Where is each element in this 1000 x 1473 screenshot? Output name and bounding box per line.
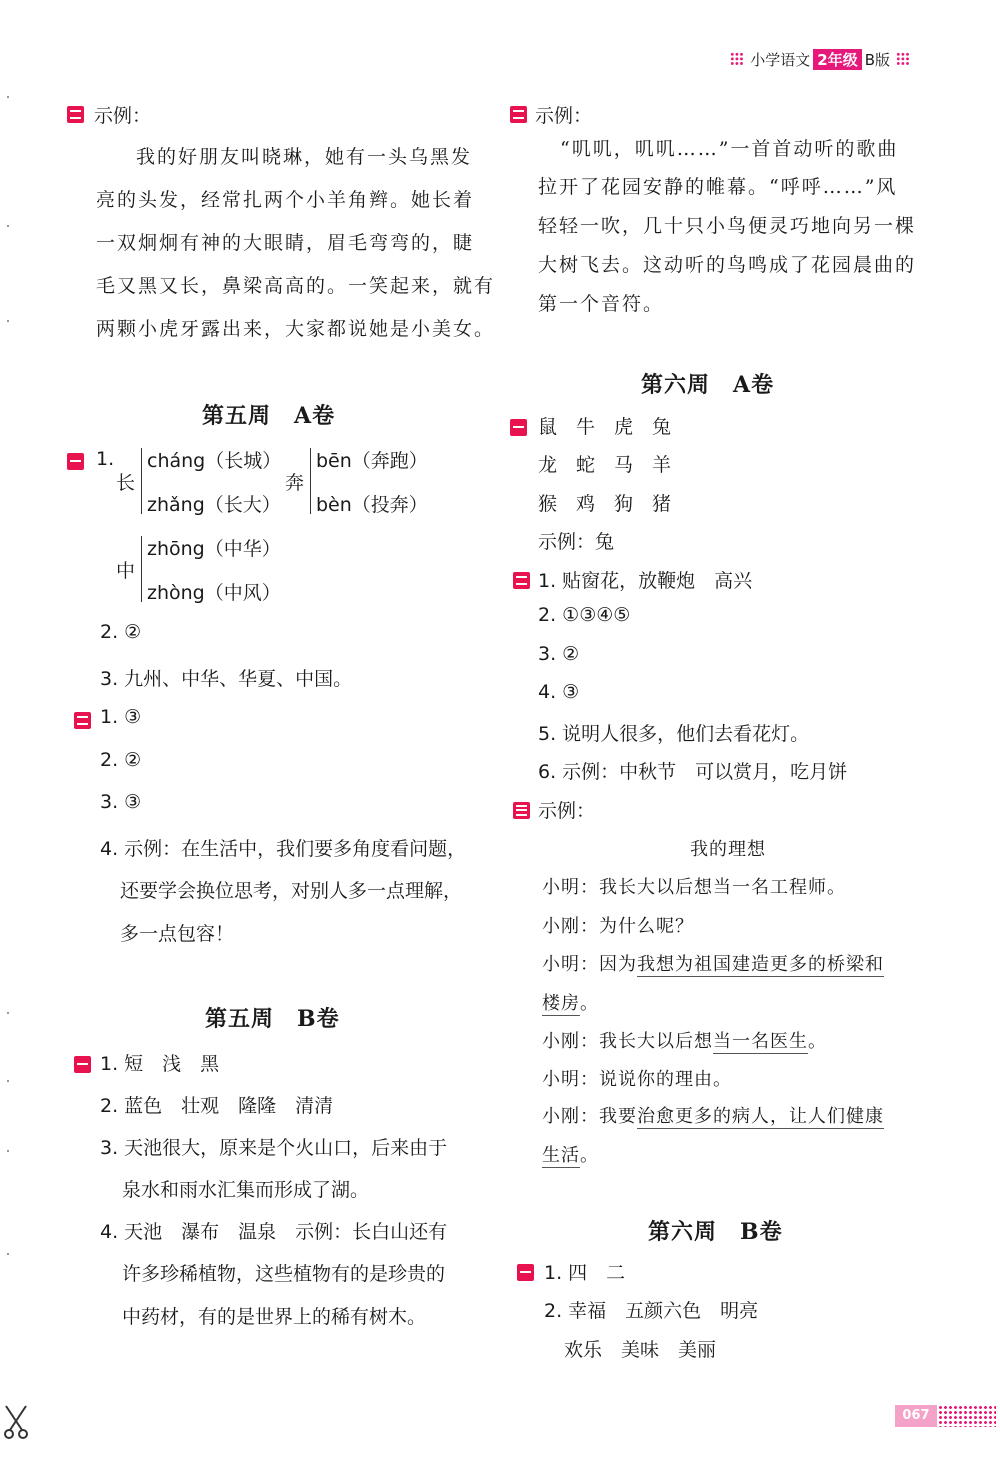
pinyin-reading: zhòng（中风） [147,582,281,604]
section-two-marker-icon [74,712,91,729]
underlined-text: 我想为祖国建造更多的桥梁和 [637,954,884,975]
underlined-text: 当一名医生 [713,1031,808,1052]
margin-tick [7,1150,9,1152]
section-two-marker-icon [513,572,530,589]
margin-tick [7,96,9,98]
example-label: 示例： [535,105,593,127]
dialog-line: 小明：说说你的理由。 [542,1069,732,1090]
dots-decoration-icon [730,52,744,66]
dialog-line [542,1141,599,1167]
essay-line: 大树飞去。这动听的鸟鸣成了花园晨曲的 [538,254,917,276]
margin-tick [7,225,9,227]
dots-decoration-icon [938,1405,996,1427]
pinyin-reading: bēn（奔跑） [316,450,428,472]
answer-line: 还要学会换位思考，对别人多一点理解， [120,880,463,902]
week6b-title: 第六周 B卷 [648,1219,783,1245]
answer-line: 泉水和雨水汇集而形成了湖。 [122,1179,370,1201]
answer-line: 3. ② [538,643,580,665]
section-two-marker-icon [67,106,84,123]
answer-line: 1. 贴窗花，放鞭炮 高兴 [538,570,753,592]
pinyin-reading: zhōng（中华） [147,538,281,560]
answer-line: 2. ①③④⑤ [538,604,631,626]
dialog-text: 。 [580,1145,599,1166]
essay-line: 一双炯炯有神的大眼睛，眉毛弯弯的，睫 [96,232,475,254]
header-grade: 2年级 [813,49,861,70]
scissors-icon [2,1404,30,1440]
answer-line: 多一点包容！ [120,923,235,945]
dialog-line [542,989,599,1015]
zodiac-row: 猴 鸡 狗 猪 [538,493,672,515]
header-subject: 小学语文 [750,50,811,69]
essay-line: 轻轻一吹，几十只小鸟便灵巧地向另一棵 [538,215,917,237]
dialog-text: 小明：因为 [542,954,637,975]
dots-decoration-icon [896,52,910,66]
section-one-marker-icon [510,419,527,436]
dialog-line: 小明：我长大以后想当一名工程师。 [542,877,846,898]
dialog-text: 小刚：我长大以后想 [542,1031,713,1052]
dialog-text: 。 [580,993,599,1014]
underlined-text: 生活 [542,1145,580,1166]
answer-line: 示例：兔 [538,531,615,553]
answer-line: 2. ② [100,621,142,643]
margin-tick [7,1080,9,1082]
margin-tick [7,320,9,322]
week6a-title: 第六周 A卷 [641,372,775,398]
answer-line: 2. 幸福 五颜六色 明亮 [544,1300,759,1322]
answer-line: 3. 九州、中华、华夏、中国。 [100,668,353,690]
polyphone-char: 长 [116,472,136,494]
example-label: 示例： [538,800,596,822]
section-one-marker-icon [74,1056,91,1073]
page-number: 067 [902,1408,930,1423]
polyphone-char: 奔 [285,472,305,494]
margin-tick [7,1012,9,1014]
answer-line: 2. 蓝色 壮观 隆隆 清清 [100,1095,334,1117]
answer-line: 4. 示例：在生活中，我们要多角度看问题， [100,838,467,860]
section-one-marker-icon [67,453,84,470]
answer-line: 4. 天池 瀑布 温泉 示例：长白山还有 [100,1221,448,1243]
dialog-line: 小刚：为什么呢？ [542,916,694,937]
essay-line: 拉开了花园安静的帷幕。“呼呼……”风 [538,176,898,198]
answer-line: 许多珍稀植物，这些植物有的是珍贵的 [122,1263,446,1285]
section-two-marker-icon [510,106,527,123]
essay-line: 亮的头发，经常扎两个小羊角辫。她长着 [96,189,475,211]
header-edition: B版 [864,50,890,69]
dialog-line [542,950,884,976]
section-one-marker-icon [517,1264,534,1281]
answer-line: 1. ③ [100,706,142,728]
essay-line: 我的好朋友叫晓琳，她有一头乌黑发 [136,146,473,168]
essay-line: 第一个音符。 [538,293,665,315]
underlined-text: 楼房 [542,993,580,1014]
answer-line: 2. ② [100,749,142,771]
section-three-marker-icon [513,802,530,819]
dialog-title: 我的理想 [690,839,766,860]
answer-line: 中药材，有的是世界上的稀有树木。 [122,1306,427,1328]
bracket [141,536,142,602]
page-number-box [895,1405,937,1427]
answer-line: 3. ③ [100,791,142,813]
dialog-text: 。 [808,1031,827,1052]
dialog-line [542,1027,827,1053]
margin-tick [7,1253,9,1255]
answer-line: 4. ③ [538,681,580,703]
answer-line: 1. 短 浅 黑 [100,1053,220,1075]
essay-line: 两颗小虎牙露出来，大家都说她是小美女。 [96,318,496,340]
underlined-text: 治愈更多的病人，让人们健康 [637,1106,884,1127]
bracket [141,448,142,514]
dialog-line [542,1102,884,1128]
page-header [724,48,916,70]
question-number: 1. [96,448,115,470]
essay-line: “叽叽，叽叽……”一首首动听的歌曲 [560,138,899,160]
example-label: 示例： [94,105,152,127]
essay-line: 毛又黑又长，鼻梁高高的。一笑起来，就有 [96,275,496,297]
week5b-title: 第五周 B卷 [205,1006,340,1032]
answer-line: 1. 四 二 [544,1262,626,1284]
zodiac-row: 鼠 牛 虎 兔 [538,416,672,438]
bracket [310,448,311,514]
pinyin-reading: bèn（投奔） [316,494,428,516]
pinyin-reading: cháng（长城） [147,450,282,472]
zodiac-row: 龙 蛇 马 羊 [538,454,672,476]
week5a-title: 第五周 A卷 [202,403,336,429]
answer-line: 3. 天池很大，原来是个火山口，后来由于 [100,1137,448,1159]
polyphone-char: 中 [116,560,136,582]
dialog-text: 小刚：我要 [542,1106,637,1127]
answer-line: 6. 示例：中秋节 可以赏月，吃月饼 [538,761,848,783]
answer-line: 5. 说明人很多，他们去看花灯。 [538,723,810,745]
answer-line: 欢乐 美味 美丽 [564,1339,717,1361]
pinyin-reading: zhǎng（长大） [147,494,281,516]
